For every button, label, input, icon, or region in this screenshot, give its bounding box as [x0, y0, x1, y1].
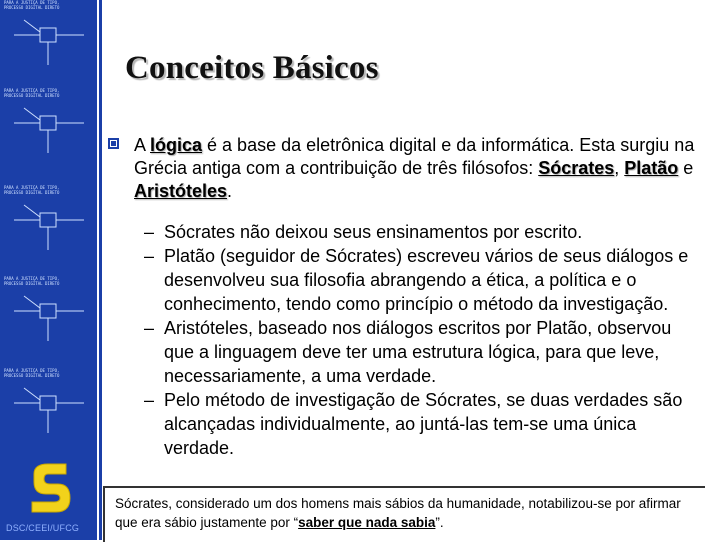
circuit-panel: [4, 0, 92, 70]
circuit-panel: [4, 185, 92, 255]
footer-text: Sócrates, considerado um dos homens mais sábios da humanidade, notabilizou-se por afirmar que era sábio justamente por “: [115, 496, 681, 530]
sub-bullet-list: [144, 220, 704, 460]
bullet-text: é a base da eletrônica digital e da informática. Esta surgiu na Grécia antiga com a contribuição de três filósofos:: [134, 135, 695, 178]
sub-bullet-text: Platão (seguidor de Sócrates) escreveu vários de seus diálogos e desenvolveu sua filosofia abrangendo a ética, a política e o conhecimento, tendo como princípio o método da investigação.: [164, 246, 689, 314]
panel-caption: PARA A JUSTIÇA DE TIPO, PROCESSO DIGITAL DIRETO: [4, 0, 60, 10]
dash-marker: –: [144, 390, 155, 410]
footer-note: [115, 494, 705, 532]
circuit-diagram-icon: [4, 286, 92, 346]
circuit-diagram-icon: [4, 195, 92, 255]
sub-bullet-item: [144, 316, 704, 388]
circuit-diagram-icon: [4, 98, 92, 158]
logo-caption: DSC/CEEI/UFCG: [6, 523, 80, 533]
footer-quote: saber que nada sabia: [298, 515, 436, 530]
dash-marker: –: [144, 318, 155, 338]
main-bullet: [108, 134, 708, 203]
panel-caption: PARA A JUSTIÇA DE TIPO, PROCESSO DIGITAL DIRETO: [4, 276, 60, 286]
circuit-panel: [4, 368, 92, 438]
circuit-diagram-icon: [4, 10, 92, 70]
sub-bullet-item: [144, 220, 704, 244]
sub-bullet-item: [144, 388, 704, 460]
slide-title: Conceitos Básicos: [125, 50, 379, 86]
name-socrates: Sócrates: [538, 158, 615, 178]
panel-caption: PARA A JUSTIÇA DE TIPO, PROCESSO DIGITAL DIRETO: [4, 368, 60, 378]
footer-end: ”.: [435, 515, 444, 530]
separator: e: [678, 158, 694, 178]
name-aristoteles: Aristóteles: [134, 181, 228, 201]
separator: ,: [614, 158, 625, 178]
sidebar-divider: [99, 0, 102, 540]
sub-bullet-text: Pelo método de investigação de Sócrates, se duas verdades são alcançadas individualmente, ao juntá-las tem-se uma única verdade.: [164, 390, 683, 458]
bullet-prefix: A: [134, 135, 151, 155]
dash-marker: –: [144, 246, 155, 266]
sub-bullet-item: [144, 244, 704, 316]
panel-caption: PARA A JUSTIÇA DE TIPO, PROCESSO DIGITAL DIRETO: [4, 185, 60, 195]
sub-bullet-text: Aristóteles, baseado nos diálogos escritos por Platão, observou que a linguagem deve ter uma estrutura lógica, para que leve, necessariamente, a uma verdade.: [164, 318, 672, 386]
circuit-diagram-icon: [4, 378, 92, 438]
bullet-item: [108, 134, 708, 203]
name-platao: Platão: [624, 158, 679, 178]
panel-caption: PARA A JUSTIÇA DE TIPO, PROCESSO DIGITAL DIRETO: [4, 88, 60, 98]
bullet-end: .: [227, 181, 233, 201]
sub-bullet-text: Sócrates não deixou seus ensinamentos por escrito.: [164, 222, 583, 242]
department-logo-icon: [26, 462, 72, 520]
bullet-square-icon: [108, 138, 119, 149]
circuit-panel: [4, 88, 92, 158]
footer-note-box: [103, 486, 705, 542]
circuit-panel: [4, 276, 92, 346]
dash-marker: –: [144, 222, 155, 242]
term-logica: lógica: [150, 135, 203, 155]
sidebar-decoration: [0, 0, 97, 540]
